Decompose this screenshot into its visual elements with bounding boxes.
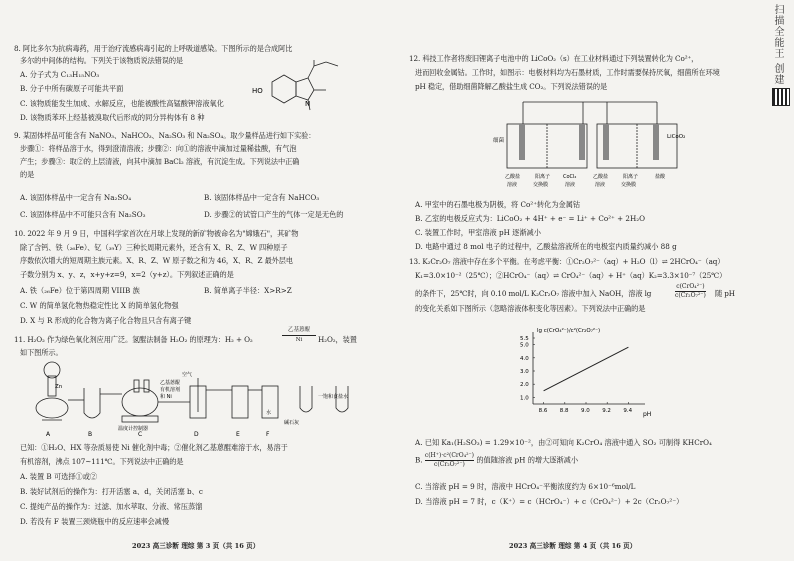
chart-x-tick-label: 8.6 [538,408,548,414]
cell-sub-label-3: 溶液 [565,182,576,188]
right-footer: 2023 高三诊断 理综 第 4 页（共 16 页） [509,542,637,550]
q11-note1: 已知：①H₂O、HX 等杂质易使 Ni 催化剂中毒；②催化剂乙基蒽醌难溶于水，易溶于 [20,443,288,452]
q13-line1: 13. K₂Cr₂O₇ 溶液中存在多个平衡。在考虑平衡：①Cr₂O₇²⁻（aq）+ H₂O（l）⇌ 2HCrO₄⁻（aq） [409,257,725,266]
q10-line1: 10. 2022 年 9 月 9 日，中国科学家首次在月球上发现的新矿物被命名为"嫦娥石"，其矿物 [14,229,299,238]
chart-x-tick-label: 9.4 [623,408,633,414]
q10-line3: 序数依次增大的短周期主族元素。X、R、Z、W 原子数之和为 46，X、R、Z 最外层电 [20,256,293,265]
q13-option-b: B. c(H⁺)·c²(CrO₄²⁻) c(Cr₂O₇²⁻) 的值随溶液 pH 的增大逐渐减小 [415,452,579,468]
chart-x-tick-label: 8.8 [559,408,569,414]
cell-sub-label-5: 交换膜 [621,182,637,188]
q8-line2: 多尔的中间体的结构。下列关于该物质说法错误的是 [20,56,184,65]
q12-cell-diagram [493,94,697,196]
q12-line2: 进而回收金属钴。工作时，如图示：电极材料均为石墨材质，工作时需要保持厌氧，细菌所在环境 [415,68,720,77]
q9-option-d: D. 步骤②的试管口产生的气体一定是无色的 [204,210,344,219]
chart-y-tick-label: 3.0 [520,369,529,375]
q13-option-d: D. 当溶液 pH = 7 时，c（K⁺）= c（HCrO₄⁻）+ c（CrO₄²⁻）+ 2c（Cr₂O₇²⁻） [415,497,684,506]
chart-x-tick-label: 9.0 [581,408,590,414]
cell-label-1: 乙酸盐 [505,174,521,180]
cell-sub-label-4: 溶液 [595,182,606,188]
q11-line1-end: H₂O₂，装置 [318,335,357,344]
q9-line3: 产生；步骤③：取②的上层清液，向其中滴加 BaCl₂ 溶液，有沉淀生成。下列说法中正确 [20,157,300,166]
q13-chart [507,318,657,422]
water-label: 水 [266,410,272,416]
q11-line1: 11. H₂O₂ 作为绿色氧化剂应用广泛。氢醌法制备 H₂O₂ 的原理为：H₂ + O₂ [14,335,253,344]
q11-option-c: C. 提纯产品的操作为：过滤、加水萃取、分液、常压蒸馏 [20,502,203,511]
q10-line2: 除了含钙、铁（₂₆Fe）、钇（₃₉Y）三种长周期元素外，还含有 X、R、Z、W 四种原子 [20,243,288,252]
chart-xlabel: pH [643,411,652,418]
q8-n-label: N [305,100,311,108]
chart-series-line [544,347,629,391]
cell-label-5: 阳离子 [623,174,639,180]
base-label: 碱石灰 [284,420,300,426]
scan-watermark [770,4,792,105]
chart-ylabel: lg c(CrO₄²⁻)/c²(Cr₂O₇²⁻) [537,328,601,334]
q11-arrow-line [282,335,316,336]
q13-option-a: A. 已知 Ka₁(H₂SO₃) = 1.29×10⁻²，由②可知向 K₂CrO₄ 溶液中通入 SO₂ 可制得 KHCrO₄ [415,438,712,447]
chart-y-tick-label: 5.0 [520,342,529,349]
q8-option-a: A. 分子式为 C₁₃H₁₅NO₃ [20,70,100,79]
bacteria-label: 细菌 [493,138,505,144]
letter-a: A [46,431,51,438]
chart-y-tick-label: 2.0 [520,382,529,389]
cell-label-6: 盐酸 [655,174,666,180]
letter-e: E [236,431,240,438]
q13-line3: 的条件下，25℃时，向 0.10 mol/L K₂Cr₂O₇ 溶液中加入 NaOH，溶液 lg [415,289,652,298]
q11-reaction-arrow [282,327,316,344]
chart-x-tick-label: 9.2 [602,408,611,414]
q13-line4: 的变化关系如下图所示（忽略溶液体积变化等因素）。下列说法中正确的是 [415,304,646,313]
q12-option-d: D. 电路中通过 8 mol 电子的过程中，乙酸盐溶液所在的电极室内质量约减小 88 g [415,242,677,251]
controller-label: 温度计控制器 [118,426,149,432]
qr-code-icon [773,89,789,105]
q11-option-b: B. 装好试剂后的操作为：打开活塞 a、d，关闭活塞 b、c [20,487,203,496]
q12-line1: 12. 科技工作者将废旧锂离子电池中的 LiCoO₂（s）在工业材料通过下列装置转化为 Co²⁺， [409,54,699,63]
q9-option-a: A. 该固体样品中一定含有 Na₂SO₄ [20,193,132,202]
q10-option-a: A. 铁（₂₆Fe）位于第四周期 VIIIB 族 [20,286,140,295]
q10-option-c: C. W 的简单氢化物热稳定性比 X 的简单氢化物强 [20,301,179,310]
cell-label-2: 阳离子 [535,174,551,180]
flask-label: 乙基蒽醌 [160,380,181,386]
left-footer: 2023 高三诊断 理综 第 3 页（共 16 页） [132,542,260,550]
q11-apparatus-diagram [22,358,372,438]
q8-option-c: C. 该物质能发生加成、水解反应，也能被酸性高锰酸钾溶液氧化 [20,99,224,108]
q13-fraction: c(CrO₄²⁻) c(Cr₂O₇²⁻) [675,283,706,299]
flask-label-2: 有机溶剂 [160,387,181,393]
scan-watermark-text: 扫描全能王 创建 [772,4,783,86]
q11-arrow-top-label: 乙基蒽醌 [287,327,310,333]
q8-option-b: B. 分子中所有碳原子可能共平面 [20,84,124,93]
letter-d: D [194,431,199,438]
q8-option-d: D. 该物质苯环上经基被溴取代后形成的同分异构体有 8 种 [20,113,205,122]
q9-line1: 9. 某固体样品可能含有 NaNO₃、NaHCO₃、Na₂SO₃ 和 Na₂SO₄。取少量样品进行如下实验： [14,131,316,140]
q11-option-d: D. 若没有 F 装置三颈烧瓶中的反应速率会减慢 [20,517,170,526]
q12-option-a: A. 甲室中的石墨电极为阴极，将 Co²⁺转化为金属钴 [415,200,581,209]
chart-y-tick-label: 5.5 [520,336,529,342]
q11-option-a: A. 装置 B 可选择①或② [20,472,98,481]
q9-line2: 步骤①：将样品溶于水，得到澄清溶液；步骤②：向①的溶液中滴加过量稀盐酸，有气泡 [20,144,297,153]
letter-c: C [138,431,143,438]
letter-b: B [88,431,93,438]
licoo2-label: LiCoO₂ [667,134,686,140]
q8-line1: 8. 阿比多尔为抗病毒药，用于治疗流感病毒引起的上呼吸道感染。下图所示的是合成阿比 [14,44,293,53]
cell-label-4: 乙酸盐 [593,174,609,180]
air-label: 空气 [182,372,193,378]
flask-label-3: 和 Ni [160,394,172,400]
q8-ho-label: HO [252,87,263,95]
wash-label: 一饱和食盐水 [318,394,349,400]
q9-option-c: C. 该固体样品中不可能只含有 Na₂SO₃ [20,210,146,219]
cell-sub-label-2: 交换膜 [533,182,549,188]
q10-option-d: D. X 与 R 形成的化合物为离子化合物且只含有离子键 [20,316,192,325]
q12-option-b: B. 乙室的电极反应式为：LiCoO₂ + 4H⁺ + e⁻ = Li⁺ + Co²⁺ + 2H₂O [415,214,646,223]
chart-y-tick-label: 1.0 [520,395,529,402]
q13-line2: K₁=3.0×10⁻²（25℃）；②HCrO₄⁻（aq）⇌ CrO₄²⁻（aq）+ H⁺（aq）K₂=3.3×10⁻⁷（25℃） [415,271,727,280]
cell-label-3: CoCl₂ [563,174,577,180]
q13-option-b-text: 的值随溶液 pH 的增大逐渐减小 [476,455,579,465]
chart-y-tick-label: 4.0 [520,355,529,362]
letter-f: F [266,431,270,438]
q9-option-b: B. 该固体样品中一定含有 NaHCO₃ [204,193,320,202]
q10-option-b: B. 简单离子半径：X>R>Z [204,286,292,295]
zn-label: Zn [55,384,63,390]
q9-line4: 的是 [20,170,35,179]
q11-note2: 有机溶剂，沸点 107~111℃。下列说法中正确的是 [20,457,184,466]
q8-structure-diagram [252,60,362,116]
q13-line3-end: 随 pH [715,289,735,298]
q13-option-c: C. 当溶液 pH = 9 时，溶液中 HCrO₄⁻平衡浓度约为 6×10⁻⁶mol/L [415,482,636,491]
right-page [397,0,794,561]
q12-option-c: C. 装置工作时，甲室溶液 pH 逐渐减小 [415,228,541,237]
q12-line3: pH 稳定，借助细菌降解乙酸盐生成 CO₂。下列说法错误的是 [415,82,608,91]
cell-sub-label-1: 溶液 [507,182,518,188]
q11-arrow-bottom-label: Ni [295,337,303,343]
q10-line4: 子数分别为 x、y、z，x+y+z=9，x=2（y+z）。下列叙述正确的是 [20,270,234,279]
q11-line2: 如下图所示。 [20,348,63,357]
